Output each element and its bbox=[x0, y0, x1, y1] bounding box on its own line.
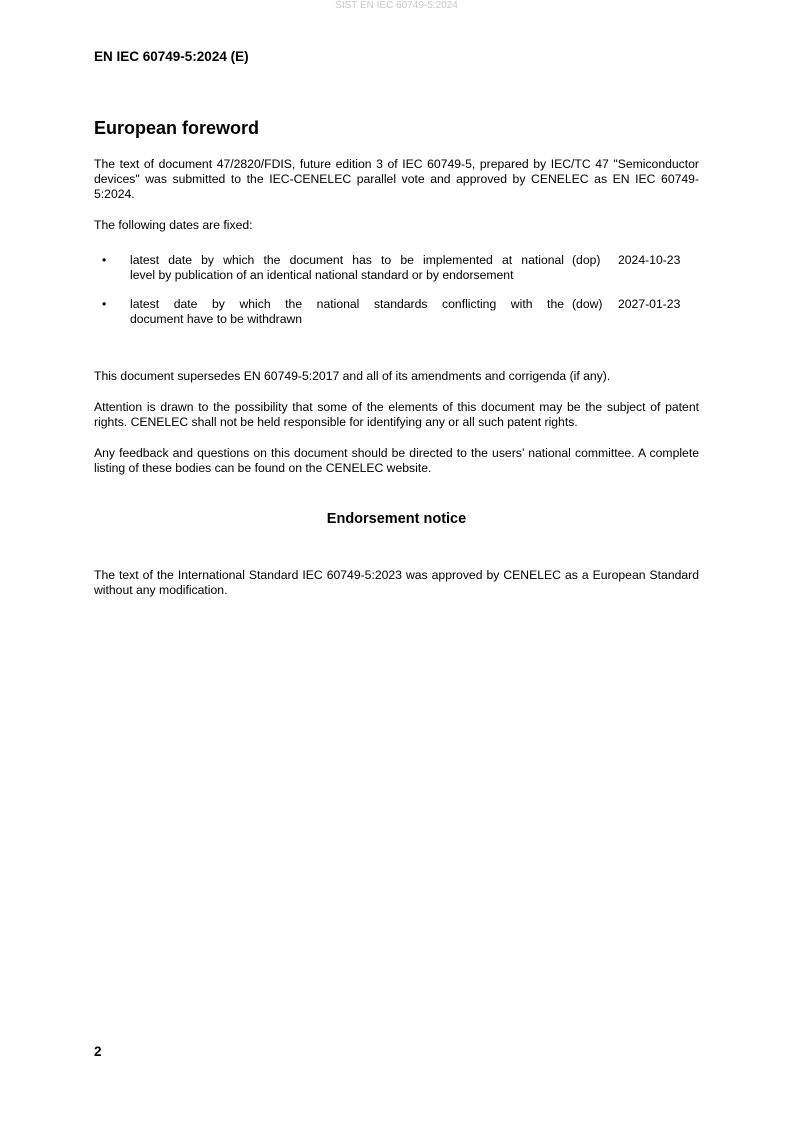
date-description-line: latest date by which the document has to be implemented at national bbox=[130, 253, 564, 267]
date-row-dow bbox=[94, 297, 699, 327]
bullet-icon: • bbox=[102, 253, 107, 267]
date-description-line: level by publication of an identical national standard or by endorsement bbox=[130, 268, 514, 282]
date-value: 2027-01-23 bbox=[618, 297, 681, 311]
date-description bbox=[130, 253, 572, 283]
date-value: 2024-10-23 bbox=[618, 253, 681, 267]
document-identifier: EN IEC 60749-5:2024 (E) bbox=[94, 49, 249, 64]
endorsement-paragraph: The text of the International Standard IEC 60749-5:2023 was approved by CENELEC as a European Standard without any modification. bbox=[94, 568, 699, 597]
feedback-paragraph: Any feedback and questions on this document should be directed to the users’ national committee. A complete listing of these bodies can be found on the CENELEC website. bbox=[94, 446, 699, 475]
patent-paragraph: Attention is drawn to the possibility that some of the elements of this document may be the subject of patent rights. CENELEC shall not be held responsible for identifying any or all such patent rights. bbox=[94, 400, 699, 429]
date-abbreviation: (dop) bbox=[572, 253, 601, 267]
watermark: SIST EN IEC 60749-5:2024 bbox=[335, 0, 458, 11]
endorsement-heading: Endorsement notice bbox=[326, 511, 467, 527]
page-content bbox=[94, 117, 699, 614]
date-description-line: latest date by which the national standards conflicting with the bbox=[130, 297, 564, 311]
date-row-dop bbox=[94, 253, 699, 283]
dates-list bbox=[94, 253, 699, 327]
date-description bbox=[130, 297, 572, 327]
foreword-heading: European foreword bbox=[94, 118, 260, 138]
bullet-icon: • bbox=[102, 297, 107, 311]
page-number: 2 bbox=[94, 1044, 102, 1059]
supersedes-paragraph: This document supersedes EN 60749-5:2017 and all of its amendments and corrigenda (if any). bbox=[94, 369, 611, 383]
dates-intro: The following dates are fixed: bbox=[94, 218, 253, 232]
date-abbreviation: (dow) bbox=[572, 297, 603, 311]
date-description-line: document have to be withdrawn bbox=[130, 312, 303, 326]
foreword-paragraph: The text of document 47/2820/FDIS, future edition 3 of IEC 60749-5, prepared by IEC/TC 47 "Semiconductor devices" was submitted to the IEC-CENELEC parallel vote and approved by CENELEC as EN IEC 60749-5:2024. bbox=[94, 157, 699, 201]
